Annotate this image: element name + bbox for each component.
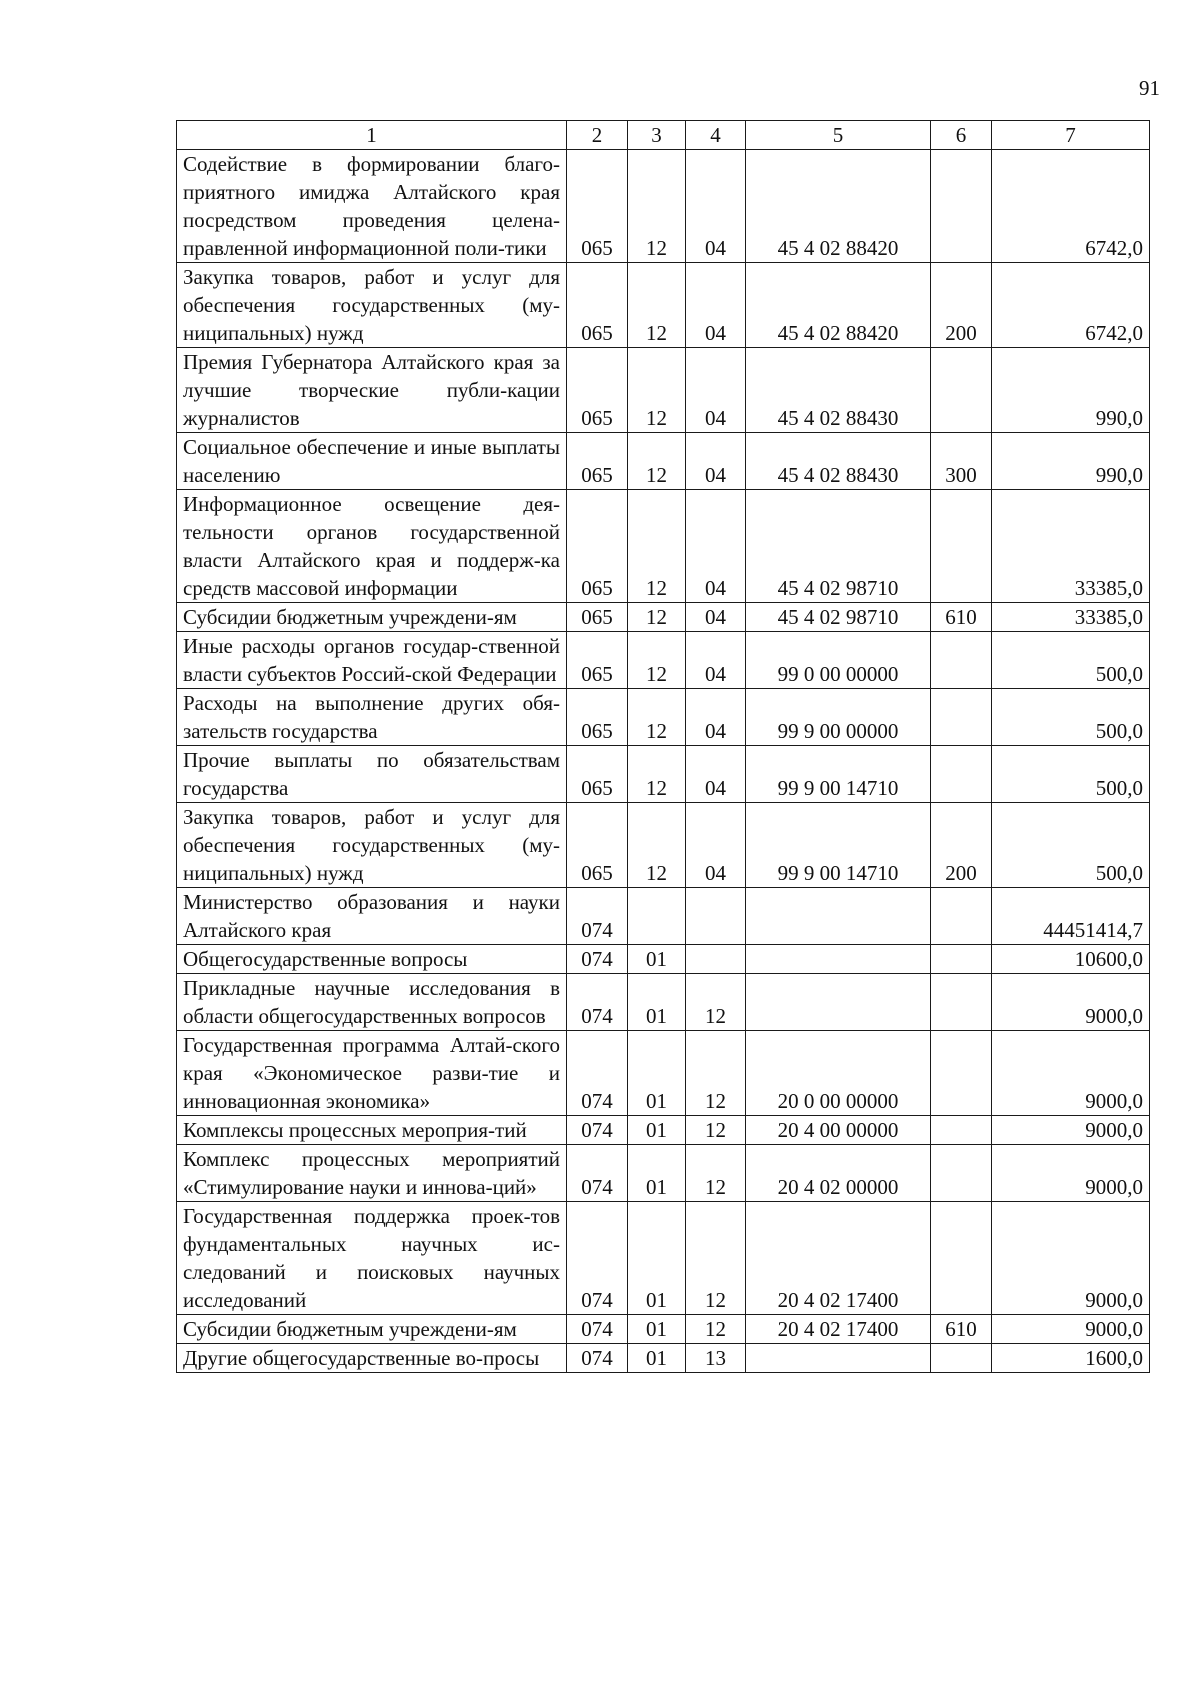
row-label: Прикладные научные исследования в области общегосударственных вопросов (177, 974, 567, 1031)
table-row (177, 746, 1150, 803)
code-target: 20 4 02 17400 (746, 1202, 931, 1315)
code-subsection: 04 (686, 263, 746, 348)
code-expense-type: 300 (931, 433, 992, 490)
row-label: Субсидии бюджетным учреждени-ям (177, 1315, 567, 1344)
amount: 9000,0 (992, 1116, 1150, 1145)
amount: 9000,0 (992, 1202, 1150, 1315)
code-section: 01 (628, 1145, 686, 1202)
code-section: 12 (628, 433, 686, 490)
code-expense-type (931, 632, 992, 689)
code-target: 99 9 00 00000 (746, 689, 931, 746)
amount: 6742,0 (992, 263, 1150, 348)
code-subsection: 04 (686, 803, 746, 888)
code-subsection: 04 (686, 603, 746, 632)
code-expense-type (931, 689, 992, 746)
amount: 990,0 (992, 348, 1150, 433)
code-section (628, 888, 686, 945)
code-target (746, 945, 931, 974)
code-section: 12 (628, 746, 686, 803)
code-target: 20 4 00 00000 (746, 1116, 931, 1145)
amount: 500,0 (992, 632, 1150, 689)
amount: 9000,0 (992, 1315, 1150, 1344)
row-label: Закупка товаров, работ и услуг для обеспечения государственных (му-ниципальных) нужд (177, 263, 567, 348)
amount: 990,0 (992, 433, 1150, 490)
column-header: 3 (628, 121, 686, 150)
column-header: 6 (931, 121, 992, 150)
code-section: 12 (628, 348, 686, 433)
code-expense-type (931, 490, 992, 603)
table-row (177, 1344, 1150, 1373)
code-target: 99 0 00 00000 (746, 632, 931, 689)
row-label: Комплекс процессных мероприятий «Стимулирование науки и иннова-ций» (177, 1145, 567, 1202)
amount: 9000,0 (992, 1145, 1150, 1202)
code-expense-type (931, 945, 992, 974)
amount: 10600,0 (992, 945, 1150, 974)
code-expense-type (931, 974, 992, 1031)
code-section: 01 (628, 1116, 686, 1145)
row-label: Государственная программа Алтай-ского края «Экономическое разви-тие и инновационная экономика» (177, 1031, 567, 1116)
row-label: Содействие в формировании благо-приятного имиджа Алтайского края посредством проведения целена-правленной информационной поли-тики (177, 150, 567, 263)
code-subsection (686, 945, 746, 974)
table-row (177, 1116, 1150, 1145)
amount: 9000,0 (992, 1031, 1150, 1116)
table-row (177, 1145, 1150, 1202)
code-expense-type: 610 (931, 1315, 992, 1344)
code-target: 20 4 02 17400 (746, 1315, 931, 1344)
code-subsection: 04 (686, 348, 746, 433)
row-label: Субсидии бюджетным учреждени-ям (177, 603, 567, 632)
code-ministry: 074 (567, 974, 628, 1031)
code-section: 12 (628, 603, 686, 632)
row-label: Государственная поддержка проек-тов фундаментальных научных ис-следований и поисковых научных исследований (177, 1202, 567, 1315)
table-row (177, 1031, 1150, 1116)
row-label: Другие общегосударственные во-просы (177, 1344, 567, 1373)
code-subsection: 04 (686, 433, 746, 490)
code-subsection: 12 (686, 1031, 746, 1116)
code-section: 01 (628, 1315, 686, 1344)
code-subsection: 12 (686, 974, 746, 1031)
code-target: 45 4 02 88420 (746, 150, 931, 263)
table-row (177, 603, 1150, 632)
code-section: 01 (628, 1202, 686, 1315)
table-body (177, 150, 1150, 1373)
code-subsection: 04 (686, 150, 746, 263)
code-subsection: 04 (686, 746, 746, 803)
code-ministry: 065 (567, 150, 628, 263)
code-target: 45 4 02 88430 (746, 348, 931, 433)
code-ministry: 065 (567, 603, 628, 632)
row-label: Закупка товаров, работ и услуг для обеспечения государственных (му-ниципальных) нужд (177, 803, 567, 888)
code-ministry: 065 (567, 490, 628, 603)
code-expense-type (931, 1344, 992, 1373)
code-expense-type (931, 1031, 992, 1116)
amount: 500,0 (992, 803, 1150, 888)
row-label: Информационное освещение дея-тельности органов государственной власти Алтайского края и поддерж-ка средств массовой информации (177, 490, 567, 603)
code-ministry: 074 (567, 1031, 628, 1116)
code-section: 12 (628, 632, 686, 689)
amount: 33385,0 (992, 603, 1150, 632)
table-row (177, 150, 1150, 263)
table-row (177, 1202, 1150, 1315)
code-target: 45 4 02 88420 (746, 263, 931, 348)
table-row (177, 945, 1150, 974)
table-row (177, 803, 1150, 888)
table-row (177, 348, 1150, 433)
code-expense-type: 610 (931, 603, 992, 632)
amount: 500,0 (992, 746, 1150, 803)
table-row (177, 433, 1150, 490)
code-ministry: 065 (567, 746, 628, 803)
page-number: 91 (1139, 76, 1160, 100)
code-section: 01 (628, 974, 686, 1031)
code-expense-type: 200 (931, 263, 992, 348)
row-label: Комплексы процессных мероприя-тий (177, 1116, 567, 1145)
code-subsection: 12 (686, 1116, 746, 1145)
code-target (746, 888, 931, 945)
row-label: Прочие выплаты по обязательствам государства (177, 746, 567, 803)
code-target: 99 9 00 14710 (746, 746, 931, 803)
code-subsection: 04 (686, 490, 746, 603)
budget-table (176, 120, 1150, 1373)
header-row (177, 121, 1150, 150)
code-subsection (686, 888, 746, 945)
amount: 44451414,7 (992, 888, 1150, 945)
code-target: 45 4 02 88430 (746, 433, 931, 490)
column-header: 2 (567, 121, 628, 150)
code-ministry: 065 (567, 433, 628, 490)
code-expense-type (931, 348, 992, 433)
row-label: Общегосударственные вопросы (177, 945, 567, 974)
code-expense-type (931, 1202, 992, 1315)
table-row (177, 689, 1150, 746)
code-subsection: 04 (686, 689, 746, 746)
column-header: 4 (686, 121, 746, 150)
code-subsection: 13 (686, 1344, 746, 1373)
column-header: 7 (992, 121, 1150, 150)
row-label: Социальное обеспечение и иные выплаты населению (177, 433, 567, 490)
code-section: 12 (628, 490, 686, 603)
amount: 500,0 (992, 689, 1150, 746)
code-section: 12 (628, 150, 686, 263)
code-ministry: 074 (567, 945, 628, 974)
code-section: 12 (628, 803, 686, 888)
code-section: 01 (628, 1031, 686, 1116)
table-row (177, 490, 1150, 603)
code-ministry: 065 (567, 632, 628, 689)
code-subsection: 12 (686, 1202, 746, 1315)
row-label: Министерство образования и науки Алтайского края (177, 888, 567, 945)
column-header: 1 (177, 121, 567, 150)
code-section: 12 (628, 689, 686, 746)
code-target: 45 4 02 98710 (746, 490, 931, 603)
code-target (746, 974, 931, 1031)
amount: 1600,0 (992, 1344, 1150, 1373)
code-ministry: 074 (567, 1145, 628, 1202)
code-expense-type (931, 746, 992, 803)
code-target: 45 4 02 98710 (746, 603, 931, 632)
code-section: 12 (628, 263, 686, 348)
row-label: Иные расходы органов государ-ственной власти субъектов Россий-ской Федерации (177, 632, 567, 689)
row-label: Расходы на выполнение других обя-зательств государства (177, 689, 567, 746)
table-row (177, 974, 1150, 1031)
column-header: 5 (746, 121, 931, 150)
code-section: 01 (628, 945, 686, 974)
code-target: 99 9 00 14710 (746, 803, 931, 888)
code-ministry: 065 (567, 689, 628, 746)
code-expense-type (931, 1145, 992, 1202)
code-expense-type (931, 888, 992, 945)
table-row (177, 632, 1150, 689)
code-ministry: 065 (567, 803, 628, 888)
code-ministry: 074 (567, 1344, 628, 1373)
table-row (177, 1315, 1150, 1344)
row-label: Премия Губернатора Алтайского края за лучшие творческие публи-кации журналистов (177, 348, 567, 433)
code-ministry: 065 (567, 348, 628, 433)
code-ministry: 074 (567, 1202, 628, 1315)
code-expense-type: 200 (931, 803, 992, 888)
code-ministry: 074 (567, 1315, 628, 1344)
code-ministry: 065 (567, 263, 628, 348)
code-subsection: 04 (686, 632, 746, 689)
table-row (177, 888, 1150, 945)
code-subsection: 12 (686, 1315, 746, 1344)
code-target: 20 0 00 00000 (746, 1031, 931, 1116)
code-ministry: 074 (567, 888, 628, 945)
code-expense-type (931, 1116, 992, 1145)
code-expense-type (931, 150, 992, 263)
code-subsection: 12 (686, 1145, 746, 1202)
amount: 33385,0 (992, 490, 1150, 603)
table-row (177, 263, 1150, 348)
code-ministry: 074 (567, 1116, 628, 1145)
code-section: 01 (628, 1344, 686, 1373)
amount: 6742,0 (992, 150, 1150, 263)
amount: 9000,0 (992, 974, 1150, 1031)
code-target: 20 4 02 00000 (746, 1145, 931, 1202)
code-target (746, 1344, 931, 1373)
